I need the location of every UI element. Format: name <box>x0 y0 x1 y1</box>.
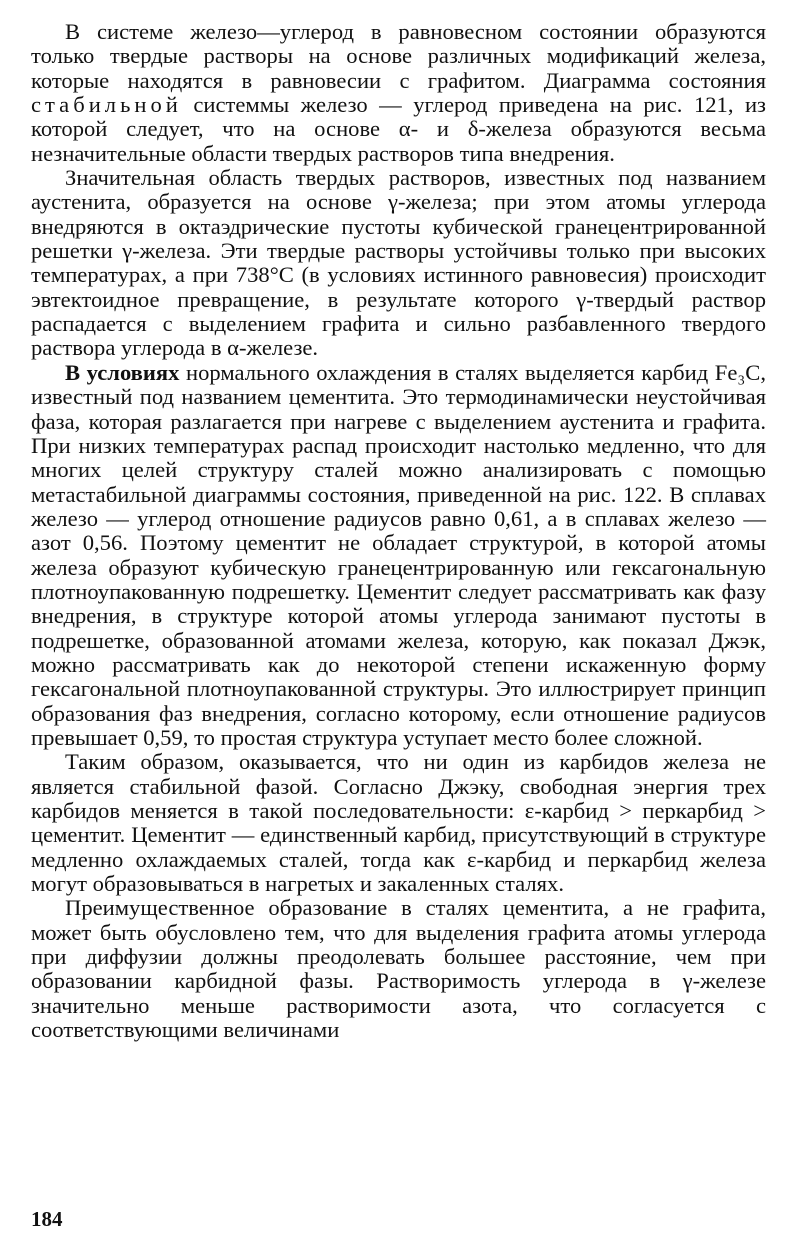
paragraph-graphite-formation: Преимущественное образование в сталях цементита, а не графита, может быть обусловлено тем, что для выделения графита атомы углерода при диффузии должны преодолевать большее расстояние, чем при образовании карбидной фазы. Растворимость углерода в γ-железе значительно меньше растворимости азота, что согласуется с соответствующими величинами <box>31 895 766 1043</box>
paragraph-carbides: Таким образом, оказывается, что ни один из карбидов железа не является стабильной фазой. Согласно Джэку, свободная энергия трех карбидов меняется в такой последовательности: ε-карбид > перкарбид > цементит. Цементит — единственный карбид, присутствующий в структуре медленно охлаждаемых сталей, тогда как ε-карбид и перкарбид железа могут образовываться в нагретых и закаленных сталях. <box>31 749 766 897</box>
text-run: нормального охлаждения в сталях выделяется карбид Fe₃C, известный под названием цементита. Это термодинамически неустойчивая фаза, которая разлагается при нагреве с выделением аустенита и графита. При низких температурах распад происходит настолько медленно, что для многих целей структуру сталей можно анализировать с помощью метастабильной диаграммы состояния, приведенной на рис. 122. В сплавах железо — углерод отношение радиусов равно 0,61, а в сплавах железо — азот 0,56. Поэтому цементит не обладает структурой, в которой атомы железа образуют кубическую гранецентрированную или гексагональную плотноупакованную подрешетку. Цементит следует рассматривать как фазу внедрения, в структуре которой атомы углерода занимают пустоты в подрешетке, образованной атомами железа, которую, как показал Джэк, можно рассматривать как до некоторой степени искаженную форму гексагональной плотноупакованной структуры. Это иллюстрирует принцип образования фаз внедрения, согласно которому, если отношение радиусов превышает 0,59, то простая структура уступает место более сложной. <box>31 359 767 750</box>
text-run: системмы железо — углерод приведена на рис. 121, из которой следует, что на основе α- и δ-железа образуются весьма незначительные области твердых растворов типа внедрения. <box>31 92 766 166</box>
emphasis-normal-conditions: В условиях <box>65 359 180 385</box>
text-run: В системе железо—углерод в равновесном состоянии образуются только твердые растворы на основе различных модификаций железа, которые находятся в равновесии с графитом. Диаграмма состояния <box>31 19 766 93</box>
paragraph-austenite: Значительная область твердых растворов, известных под названием аустенита, образуется на основе γ-железа; при этом атомы углерода внедряются в октаэдрические пустоты кубической гранецентрированной решетки γ-железа. Эти твердые растворы устойчивы только при высоких температурах, а при 738°С (в условиях истинного равновесия) происходит эвтектоидное превращение, в результате которого γ-твердый раствор распадается с выделением графита и сильно разбавленного твердого раствора углерода в α-железе. <box>31 165 766 361</box>
page-number: 184 <box>31 1207 63 1231</box>
paragraph-iron-carbon-stable <box>31 20 766 166</box>
emphasis-stable: стабильной <box>31 92 182 118</box>
paragraph-cementite <box>31 361 766 751</box>
